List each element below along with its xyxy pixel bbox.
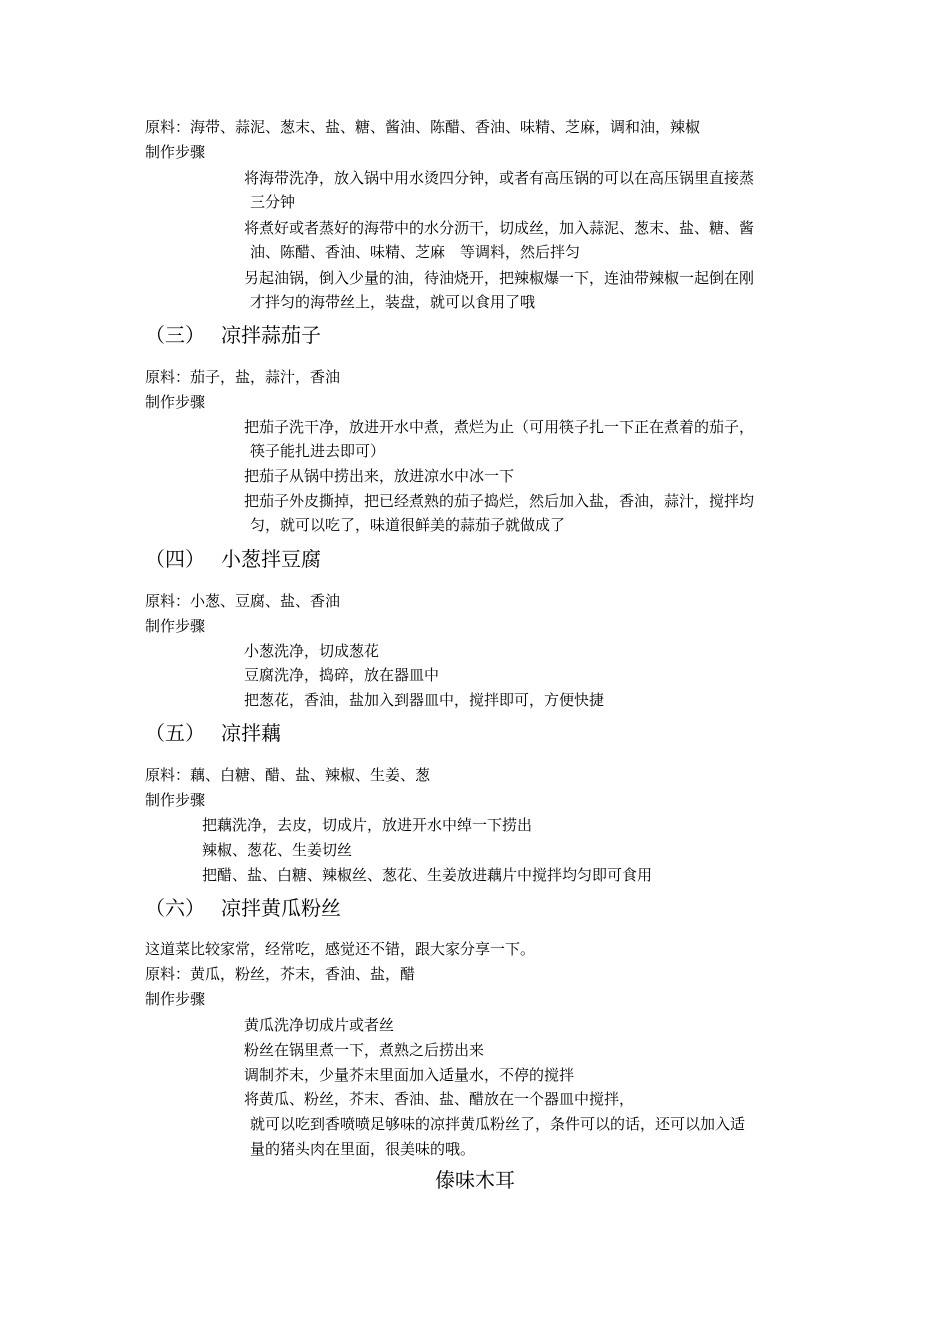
intro-line: 这道菜比较家常，经常吃，感觉还不错，跟大家分享一下。 <box>145 940 536 958</box>
step-line: 筷子能扎进去即可） <box>250 442 386 460</box>
section-title: 小葱拌豆腐 <box>221 547 321 571</box>
next-recipe-title: 傣味木耳 <box>435 1168 515 1192</box>
section-title: 凉拌蒜茄子 <box>221 323 321 347</box>
step-line: 辣椒、葱花、生姜切丝 <box>202 841 353 859</box>
step-line: 把茄子外皮撕掉，把已经煮熟的茄子捣烂，然后加入盐，香油，蒜汁，搅拌均 <box>244 492 755 510</box>
materials-line: 原料：茄子，盐，蒜汁，香油 <box>145 368 341 386</box>
step-line: 三分钟 <box>250 193 296 211</box>
step-line: 将海带洗净，放入锅中用水烫四分钟，或者有高压锅的可以在高压锅里直接蒸 <box>244 169 755 187</box>
section-number: （五） <box>145 721 205 745</box>
step-line: 将煮好或者蒸好的海带中的水分沥干，切成丝，加入蒜泥、葱末、盐、糖、酱 <box>244 219 755 237</box>
section-number: （六） <box>145 896 205 920</box>
section-number: （四） <box>145 547 205 571</box>
step-line: 另起油锅，倒入少量的油，待油烧开，把辣椒爆一下，连油带辣椒一起倒在刚 <box>244 269 755 287</box>
steps-label: 制作步骤 <box>145 990 206 1008</box>
step-line: 量的猪头肉在里面，很美味的哦。 <box>250 1140 476 1158</box>
step-line: 将黄瓜、粉丝，芥末、香油、盐、醋放在一个器皿中搅拌， <box>244 1090 635 1108</box>
step-line: 调制芥末，少量芥末里面加入适量水，不停的搅拌 <box>244 1066 575 1084</box>
materials-line: 原料：小葱、豆腐、盐、香油 <box>145 592 341 610</box>
steps-label: 制作步骤 <box>145 393 206 411</box>
step-line: 把茄子从锅中捞出来，放进凉水中冰一下 <box>244 467 515 485</box>
materials-line: 原料：黄瓜，粉丝，芥末，香油、盐，醋 <box>145 965 416 983</box>
step-line: 才拌匀的海带丝上，装盘，就可以食用了哦 <box>250 293 536 311</box>
step-line: 把藕洗净，去皮，切成片，放进开水中绰一下捞出 <box>202 816 533 834</box>
steps-label: 制作步骤 <box>145 617 206 635</box>
step-line: 粉丝在锅里煮一下，煮熟之后捞出来 <box>244 1041 485 1059</box>
step-line: 豆腐洗净，捣碎，放在器皿中 <box>244 666 440 684</box>
steps-label: 制作步骤 <box>145 791 206 809</box>
step-line: 把茄子洗干净，放进开水中煮，煮烂为止（可用筷子扎一下正在煮着的茄子， <box>244 418 755 436</box>
materials-line: 原料：海带、蒜泥、葱末、盐、糖、酱油、陈醋、香油、味精、芝麻，调和油，辣椒 <box>145 118 701 136</box>
step-line: 把葱花，香油，盐加入到器皿中，搅拌即可，方便快捷 <box>244 691 605 709</box>
section-title: 凉拌黄瓜粉丝 <box>221 896 341 920</box>
step-line: 匀，就可以吃了，味道很鲜美的蒜茄子就做成了 <box>250 516 566 534</box>
section-heading <box>145 547 321 571</box>
section-title: 凉拌藕 <box>221 721 281 745</box>
materials-line: 原料：藕、白糖、醋、盐、辣椒、生姜、葱 <box>145 766 431 784</box>
step-line: 黄瓜洗净切成片或者丝 <box>244 1016 395 1034</box>
section-heading <box>145 323 321 347</box>
step-line: 小葱洗净，切成葱花 <box>244 642 380 660</box>
steps-label: 制作步骤 <box>145 143 206 161</box>
section-number: （三） <box>145 323 205 347</box>
step-line: 把醋、盐、白糖、辣椒丝、葱花、生姜放进藕片中搅拌均匀即可食用 <box>202 866 653 884</box>
section-heading <box>145 721 281 745</box>
step-line: 油、陈醋、香油、味精、芝麻 等调料，然后拌匀 <box>250 243 581 261</box>
step-line: 就可以吃到香喷喷足够味的凉拌黄瓜粉丝了，条件可以的话，还可以加入适 <box>250 1115 746 1133</box>
section-heading <box>145 896 341 920</box>
